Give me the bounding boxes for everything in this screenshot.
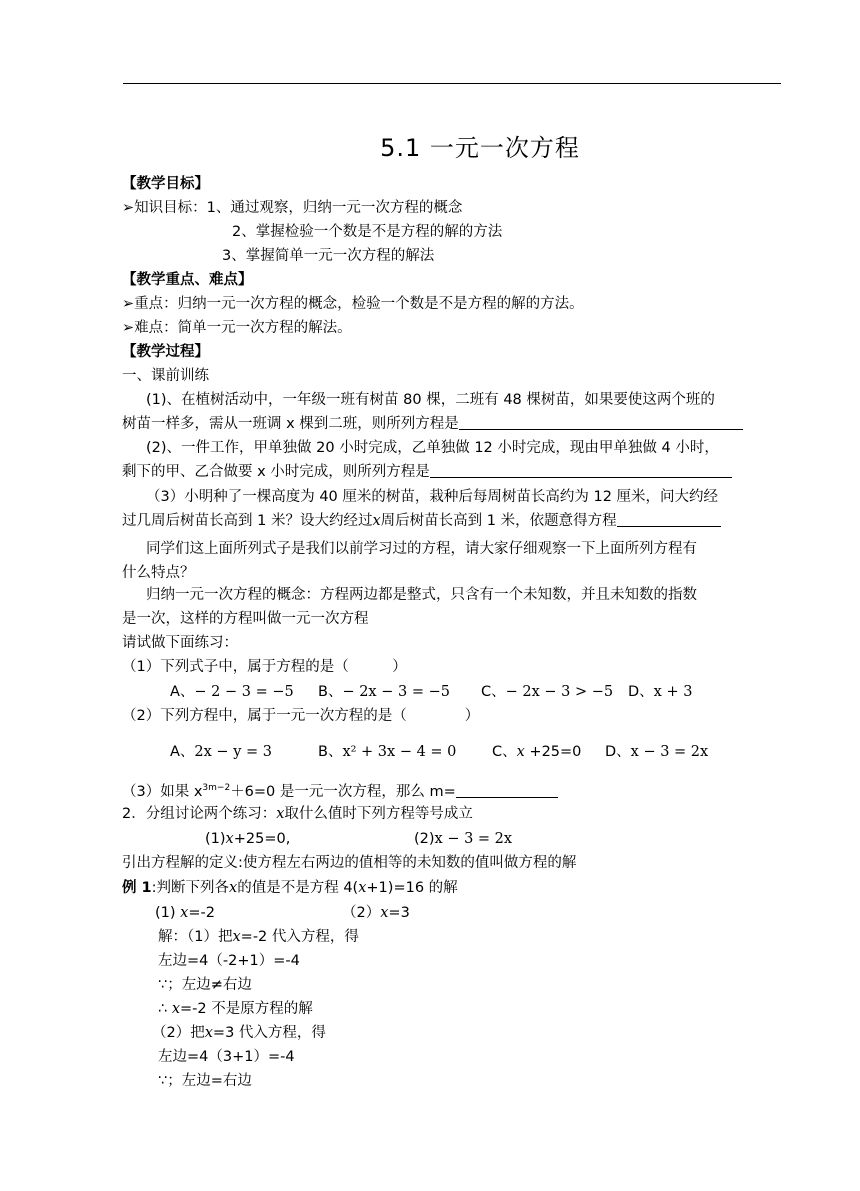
part-2-heading xyxy=(122,804,473,824)
exercise-2-option-b xyxy=(318,742,456,762)
equation-1 xyxy=(205,829,290,849)
heading-process: 【教学过程】 xyxy=(122,344,209,360)
option-label: A、 xyxy=(170,744,195,760)
option-label: D、 xyxy=(628,684,654,700)
question-3-line-1: （3）小明种了一棵高度为 40 厘米的树苗，栽种后每周树苗长高约为 12 厘米，问大约经 xyxy=(146,489,719,505)
concept-line-1: 归纳一元一次方程的概念：方程两边都是整式，只含有一个未知数，并且未知数的指数 xyxy=(146,587,697,603)
therefore-symbol: ∴ xyxy=(158,1001,172,1017)
exercise-3 xyxy=(122,778,558,802)
exercise-3-text-b: ＋6=0 是一元一次方程，那么 m= xyxy=(230,784,456,800)
option-label: （2） xyxy=(342,905,381,921)
example-1 xyxy=(122,878,458,898)
answer-blank xyxy=(430,462,732,478)
variable-x: x xyxy=(372,513,381,529)
variable-x: x xyxy=(358,880,367,896)
goal-1: ➢知识目标：1、通过观察，归纳一元一次方程的概念 xyxy=(122,200,463,216)
question-1-line-1: (1)、在植树活动中，一年级一班有树苗 80 棵，二班有 48 棵树苗，如果要使这两个班的 xyxy=(146,392,715,408)
variable-x: x xyxy=(276,806,285,822)
variable-x: x xyxy=(225,831,234,847)
exponent: 3m−2 xyxy=(202,783,231,793)
variable-x: x xyxy=(229,880,238,896)
answer-blank xyxy=(459,414,743,430)
option-expression: x + 3 xyxy=(653,684,693,700)
header-rule xyxy=(123,83,781,84)
heading-goals: 【教学目标】 xyxy=(122,176,209,192)
equation-number: (2) xyxy=(414,831,435,847)
solution-2-intro xyxy=(152,1023,326,1043)
option-label: C、 xyxy=(492,744,517,760)
option-expression: − 2x − 3 > −5 xyxy=(505,684,614,700)
answer-blank xyxy=(456,782,558,798)
question-3-text-a: 过几周后树苗长高到 1 米？设大约经过 xyxy=(122,513,373,529)
exercise-1-question: （1）下列式子中，属于方程的是（ ） xyxy=(122,659,407,675)
option-value: =3 xyxy=(388,905,410,921)
option-expression: 2x − y = 3 xyxy=(194,744,272,760)
question-2-line-1: (2)、一件工作，甲单独做 20 小时完成，乙单独做 12 小时完成，现由甲单独做 4 小时， xyxy=(146,440,719,456)
option-label: (1) xyxy=(155,905,181,921)
option-expression: +25=0 xyxy=(524,744,582,760)
heading-key-points: 【教学重点、难点】 xyxy=(122,272,253,288)
option-label: B、 xyxy=(318,684,343,700)
equation-rest: +25=0, xyxy=(233,831,291,847)
solution-text-a: （2）把 xyxy=(152,1025,205,1041)
solution-2-because: ∵；左边=右边 xyxy=(158,1073,252,1089)
question-1-line-2 xyxy=(122,414,743,434)
exercise-1-option-c xyxy=(481,682,613,702)
difficulty: ➢难点：简单一元一次方程的解法。 xyxy=(122,320,352,336)
option-label: B、 xyxy=(318,744,343,760)
part-2-text-b: 取什么值时下列方程等号成立 xyxy=(284,806,473,822)
variable-x: x xyxy=(204,1025,213,1041)
part-1-heading: 一、课前训练 xyxy=(122,368,209,384)
exercise-3-text-a: （3）如果 x xyxy=(122,784,203,800)
equation-2 xyxy=(414,829,512,849)
solution-2-left: 左边=4（3+1）=-4 xyxy=(158,1049,295,1065)
key-point: ➢重点：归纳一元一次方程的概念，检验一个数是不是方程的解的方法。 xyxy=(122,296,584,312)
solution-text-b: =3 代入方程，得 xyxy=(212,1025,326,1041)
exercise-2-option-a xyxy=(170,742,272,762)
observe-line-1: 同学们这上面所列式子是我们以前学习过的方程，请大家仔细观察一下上面所列方程有 xyxy=(146,541,697,557)
solution-1-because: ∵；左边≠右边 xyxy=(158,977,252,993)
example-text-a: :判断下列各 xyxy=(151,880,230,896)
equation-expression: x − 3 = 2x xyxy=(434,831,513,847)
solution-definition: 引出方程解的定义:使方程左右两边的值相等的未知数的值叫做方程的解 xyxy=(122,855,577,871)
example-label: 例 1 xyxy=(122,880,152,896)
goal-2: 2、掌握检验一个数是不是方程的解的方法 xyxy=(232,224,503,240)
part-2-text-a: 2．分组讨论两个练习： xyxy=(122,806,277,822)
option-label: A、 xyxy=(170,684,195,700)
exercise-2-option-c xyxy=(492,742,581,762)
exercise-1-option-d xyxy=(628,682,692,702)
observe-line-2: 什么特点？ xyxy=(122,565,195,581)
variable-x: x xyxy=(516,744,525,760)
solution-1-left: 左边=4（-2+1）=-4 xyxy=(158,953,300,969)
conclusion-text: =-2 不是原方程的解 xyxy=(180,1001,313,1017)
solution-1-intro xyxy=(158,927,359,947)
solution-text-b: =-2 代入方程，得 xyxy=(240,929,359,945)
question-3-text-b: 周后树苗长高到 1 米，依题意得方程 xyxy=(380,513,617,529)
practice-intro: 请试做下面练习： xyxy=(122,635,238,651)
option-expression: x − 3 = 2x xyxy=(630,744,709,760)
option-expression: x² + 3x − 4 = 0 xyxy=(342,744,457,760)
variable-x: x xyxy=(180,905,189,921)
exercise-2-question: （2）下列方程中，属于一元一次方程的是（ ） xyxy=(122,708,480,724)
variable-x: x xyxy=(232,929,241,945)
variable-x: x xyxy=(171,1001,181,1017)
example-option-1 xyxy=(155,903,215,923)
option-expression: − 2x − 3 = −5 xyxy=(342,684,450,700)
solution-1-therefore xyxy=(158,999,313,1019)
exercise-1-option-a xyxy=(170,682,294,702)
option-label: D、 xyxy=(605,744,631,760)
question-3-line-2 xyxy=(122,511,721,531)
page-title: 5.1 一元一次方程 xyxy=(380,134,580,162)
goal-3: 3、掌握简单一元一次方程的解法 xyxy=(222,248,435,264)
option-expression: − 2 − 3 = −5 xyxy=(194,684,294,700)
concept-line-2: 是一次，这样的方程叫做一元一次方程 xyxy=(122,611,369,627)
example-text-c: +1)=16 的解 xyxy=(366,880,458,896)
variable-x: x xyxy=(380,905,389,921)
equation-number: (1) xyxy=(205,831,226,847)
question-1-text: 树苗一样多，需从一班调 x 棵到二班，则所列方程是 xyxy=(122,416,459,432)
exercise-2-option-d xyxy=(605,742,708,762)
solution-text-a: 解：（1）把 xyxy=(158,929,233,945)
exercise-1-option-b xyxy=(318,682,450,702)
question-2-text: 剩下的甲、乙合做要 x 小时完成，则所列方程是 xyxy=(122,464,430,480)
answer-blank xyxy=(617,511,721,527)
example-option-2 xyxy=(342,903,410,923)
option-label: C、 xyxy=(481,684,506,700)
option-value: =-2 xyxy=(188,905,215,921)
example-text-b: 的值是不是方程 4( xyxy=(237,880,359,896)
question-2-line-2 xyxy=(122,462,732,482)
